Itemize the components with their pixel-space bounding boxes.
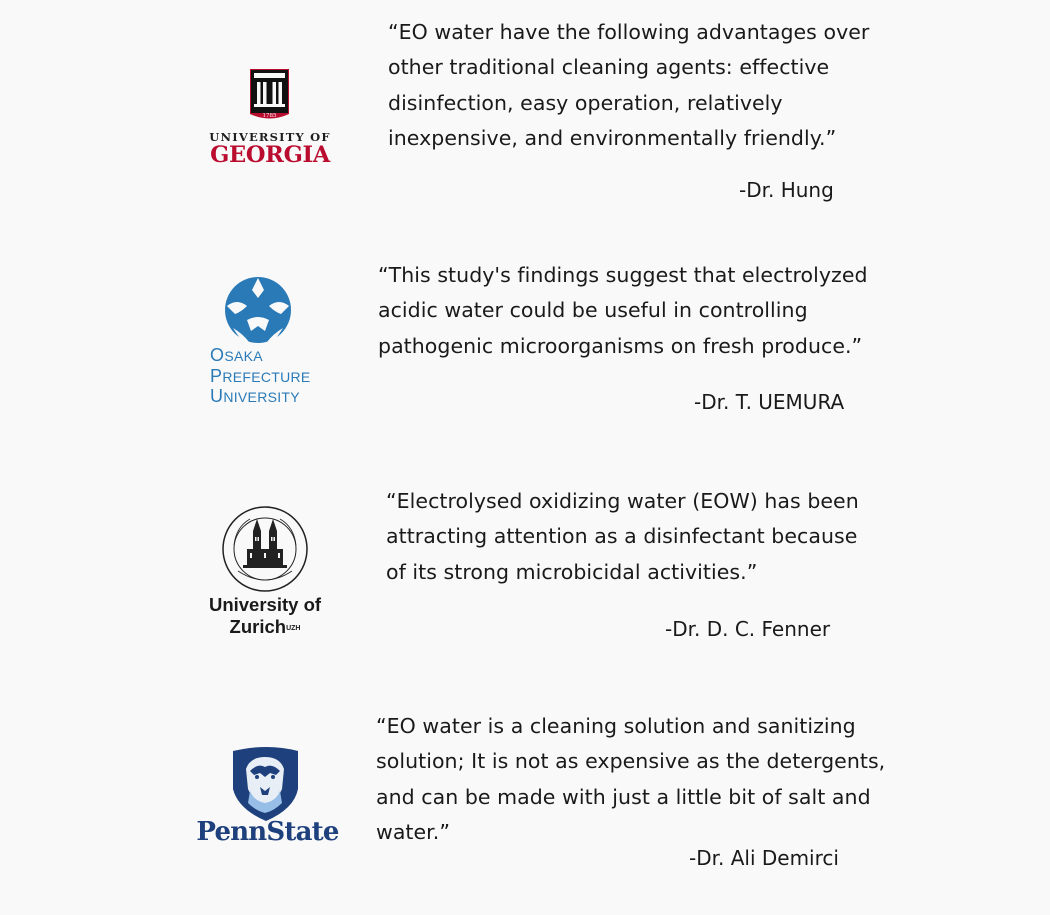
quote-line: “EO water have the following advantages over [388,20,870,44]
penn-state-logo [190,745,345,855]
osaka-shrike-icon [205,276,325,346]
osaka-logo-word: REFECTURE [222,368,311,385]
osaka-logo-initial: U [210,386,224,406]
university-of-zurich-logo [200,505,330,645]
testimonial-quote-zurich [386,484,859,590]
quote-line: “EO water is a cleaning solution and sanitizing [376,714,856,738]
quote-line: attracting attention as a disinfectant because [386,524,858,549]
zurich-logo-line2: Zurich [229,615,287,637]
testimonial-quote-osaka [378,258,868,364]
quote-line: inexpensive, and environmentally friendly.” [388,125,837,150]
quote-line: pathogenic microorganisms on fresh produce.” [378,333,863,358]
testimonial-quote-georgia [388,15,869,156]
quote-line: disinfection, easy operation, relatively [388,90,783,115]
testimonial-author-penn-state: -Dr. Ali Demirci [689,846,839,870]
osaka-logo-word: SAKA [224,348,263,364]
osaka-logo-initial: O [210,345,225,365]
testimonial-author-georgia: -Dr. Hung [739,178,834,202]
georgia-seal-year: 1785 [262,113,277,119]
zurich-logo-superscript: UZH [286,624,301,632]
quote-line: of its strong microbicidal activities.” [386,559,758,584]
quote-line: water.” [376,819,451,844]
osaka-logo-initial: P [210,365,223,386]
quote-line: and can be made with just a little bit of salt and [376,784,871,809]
georgia-arch-icon [205,66,335,126]
quote-line: other traditional cleaning agents: effective [388,55,830,80]
osaka-prefecture-university-logo [205,276,325,406]
zurich-seal-icon [200,505,330,593]
penn-state-shield-icon [190,745,345,821]
osaka-logo-text [210,346,311,408]
penn-state-wordmark: PennState [196,817,339,847]
testimonial-quote-penn-state [376,709,885,850]
georgia-logo-line1: UNIVERSITY OF [209,130,331,144]
osaka-logo-word: NIVERSITY [223,389,300,405]
quote-line: “This study's findings suggest that electrolyzed [378,263,868,287]
georgia-logo-line2: GEORGIA [210,142,330,168]
zurich-logo-text [200,594,330,637]
quote-line: solution; It is not as expensive as the detergents, [376,749,886,774]
testimonial-author-osaka: -Dr. T. UEMURA [694,390,845,414]
zurich-logo-line1: University of [208,594,322,615]
quote-line: “Electrolysed oxidizing water (EOW) has been [386,489,859,513]
university-of-georgia-logo [205,66,335,170]
testimonial-author-zurich: -Dr. D. C. Fenner [665,617,831,641]
quote-line: acidic water could be useful in controlling [378,298,808,323]
